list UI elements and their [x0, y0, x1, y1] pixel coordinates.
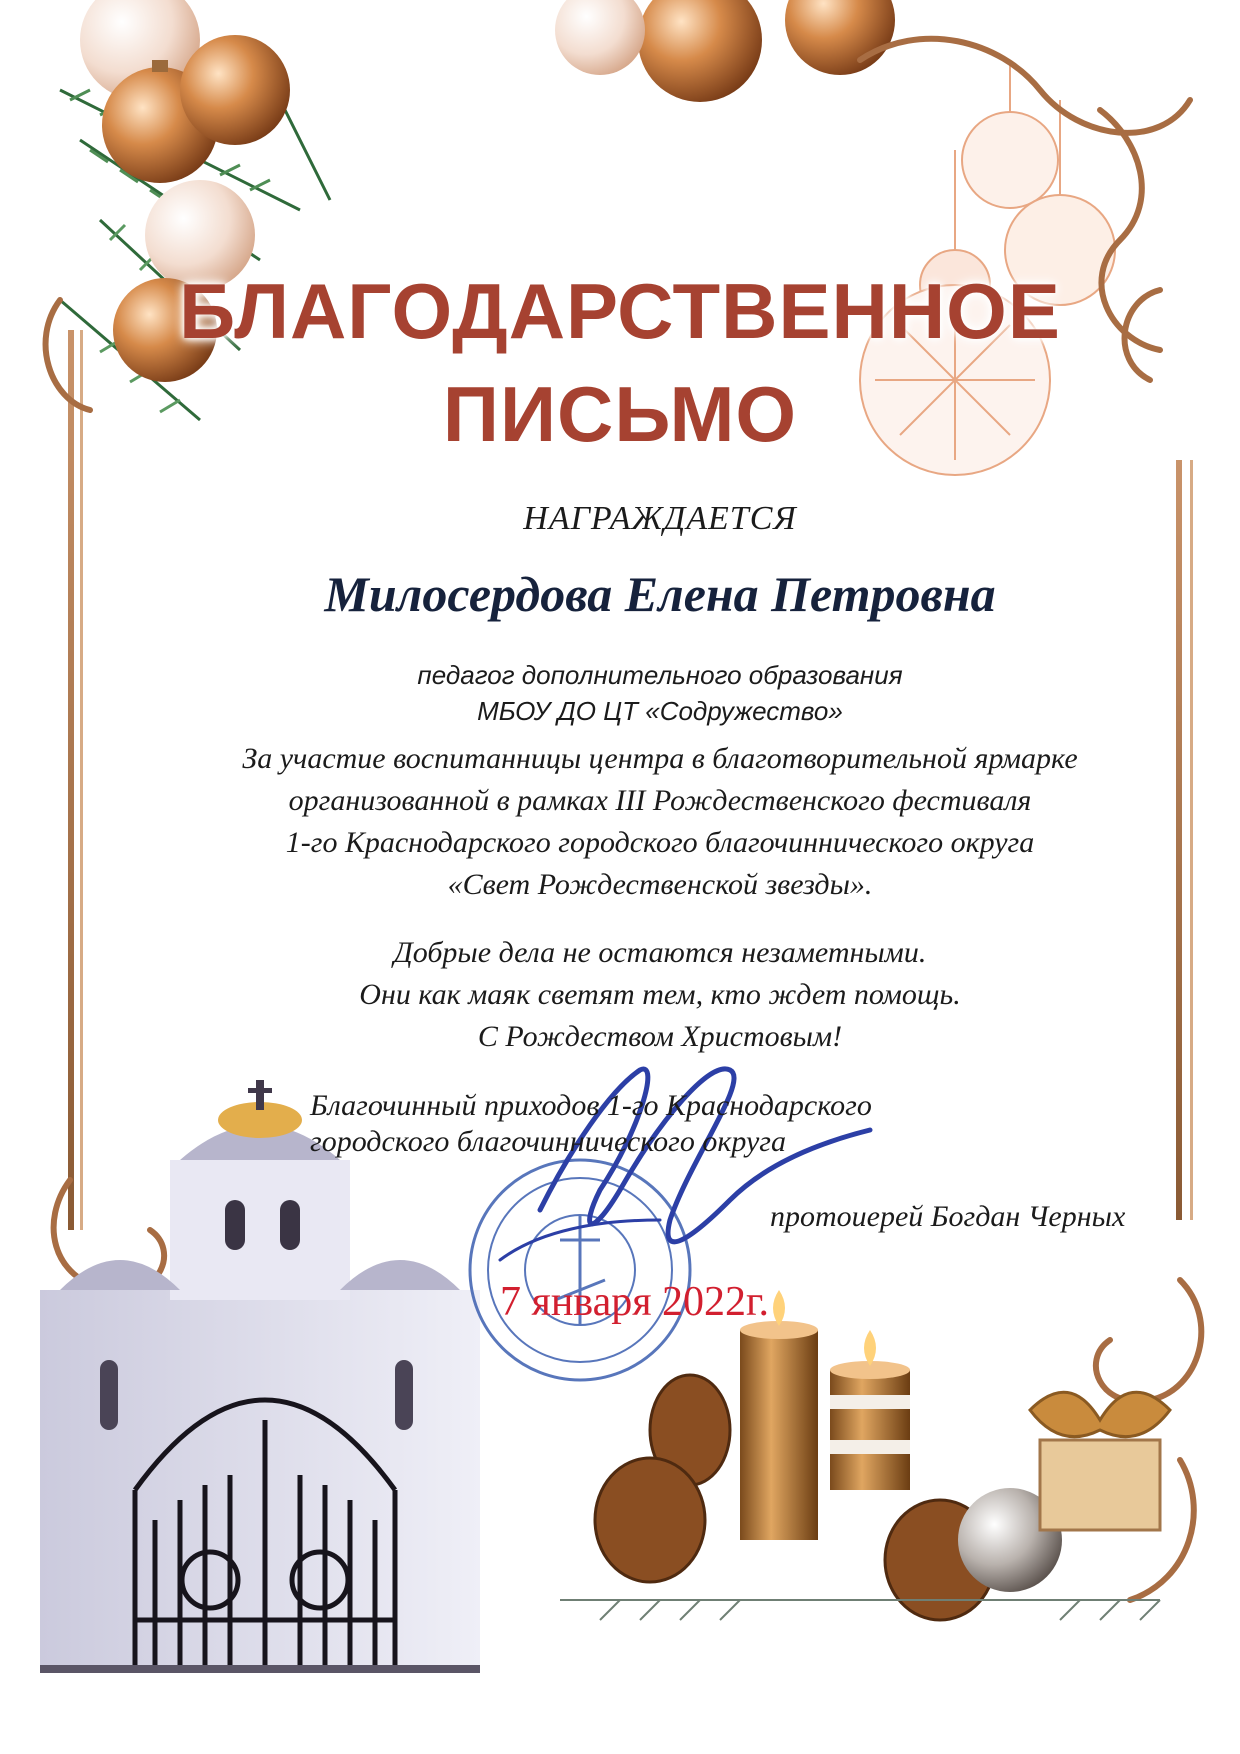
issue-date: 7 января 2022г.	[500, 1279, 770, 1325]
wish-line: Добрые дела не остаются незаметными.	[393, 936, 927, 969]
gift-box-icon	[1030, 1392, 1170, 1530]
signer-title-line: городского благочиннического округа	[310, 1125, 786, 1158]
signer-title-line: Благочинный приходов 1-го Краснодарского	[310, 1089, 872, 1122]
round-stamp	[470, 1160, 690, 1380]
reason-line: организованной в рамках III Рождественского фестиваля	[288, 784, 1032, 817]
recipient-position: педагог дополнительного образования	[417, 660, 903, 690]
awarded-label: НАГРАЖДАЕТСЯ	[523, 500, 797, 537]
title-line-2: ПИСЬМО	[442, 370, 798, 458]
recipient-name: Милосердова Елена Петровна	[324, 566, 996, 622]
signer-title	[310, 1088, 950, 1160]
wish-line: С Рождеством Христовым!	[477, 1020, 843, 1053]
frame-right-bar	[1176, 460, 1193, 1220]
reason-line: «Свет Рождественской звезды».	[447, 868, 873, 901]
title-line-1: БЛАГОДАРСТВЕННОЕ	[179, 267, 1061, 355]
candles-icon	[740, 1290, 910, 1540]
recipient-organization: МБОУ ДО ЦТ «Содружество»	[477, 696, 843, 726]
fir-branch-bottom-icon	[560, 1600, 1160, 1620]
frame-left-bar	[68, 330, 83, 1230]
signer-name: протоиерей Богдан Черных	[770, 1200, 1126, 1233]
reason-line: 1-го Краснодарского городского благочиннического округа	[285, 826, 1035, 859]
wish-line: Они как маяк светят тем, кто ждет помощь.	[359, 978, 961, 1011]
church-icon	[40, 1080, 480, 1673]
reason-line: За участие воспитанницы центра в благотворительной ярмарке	[242, 742, 1078, 775]
